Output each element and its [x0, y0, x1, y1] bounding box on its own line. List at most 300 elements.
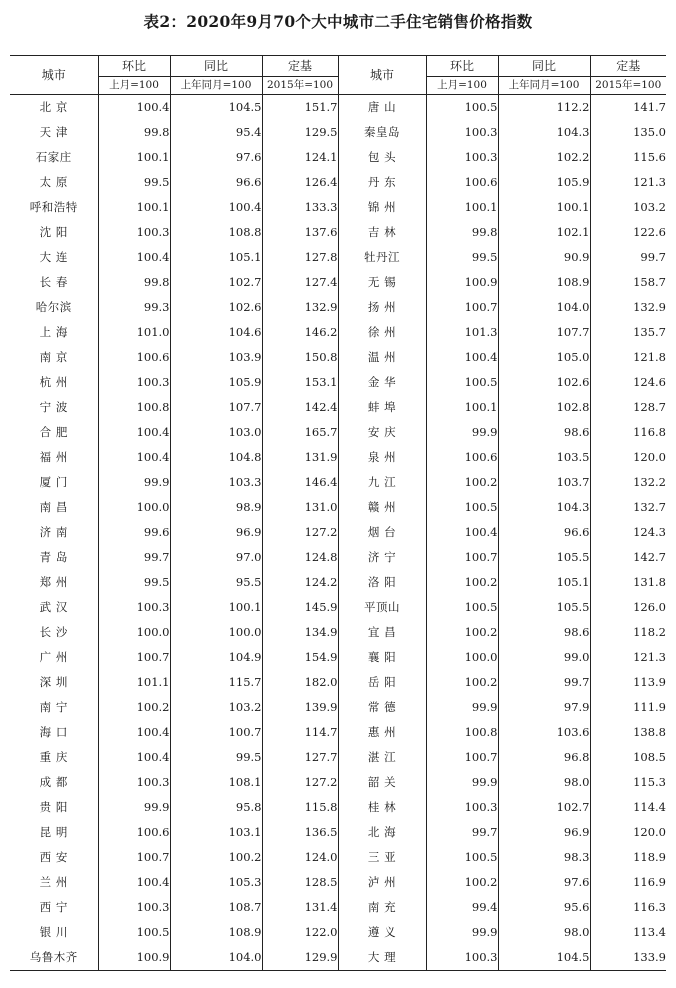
right-city-cell: 济 宁 [338, 545, 426, 570]
right-base-cell: 135.7 [590, 320, 666, 345]
right-yoy-cell: 102.8 [498, 395, 590, 420]
left-base-cell: 151.7 [262, 95, 338, 121]
left-city-cell: 福 州 [39, 450, 68, 464]
subheader-mom-right: 上月=100 [426, 77, 498, 95]
right-yoy-cell: 98.6 [498, 420, 590, 445]
right-mom-cell: 99.7 [426, 820, 498, 845]
left-yoy-cell: 103.0 [170, 420, 262, 445]
header-base-right: 定基 [590, 56, 666, 77]
right-base-cell: 138.8 [590, 720, 666, 745]
right-yoy-cell: 99.0 [498, 645, 590, 670]
left-mom-cell: 100.4 [98, 420, 170, 445]
right-yoy-cell: 105.5 [498, 595, 590, 620]
left-mom-cell: 101.1 [98, 670, 170, 695]
right-yoy-cell: 112.2 [498, 95, 590, 121]
right-yoy-cell: 98.0 [498, 770, 590, 795]
right-yoy-cell: 96.8 [498, 745, 590, 770]
left-city-cell: 北 京 [39, 100, 68, 114]
left-mom-cell: 99.8 [98, 270, 170, 295]
header-yoy-right: 同比 [498, 56, 590, 77]
right-base-cell: 121.8 [590, 345, 666, 370]
right-yoy-cell: 104.5 [498, 945, 590, 971]
right-base-cell: 99.7 [590, 245, 666, 270]
table-row [10, 720, 666, 745]
left-mom-cell: 99.9 [98, 795, 170, 820]
right-base-cell: 126.0 [590, 595, 666, 620]
right-base-cell: 103.2 [590, 195, 666, 220]
left-mom-cell: 100.0 [98, 495, 170, 520]
left-city-cell: 成 都 [39, 775, 68, 789]
left-city-cell: 沈 阳 [39, 225, 68, 239]
left-city-cell: 太 原 [39, 175, 68, 189]
left-mom-cell: 100.4 [98, 445, 170, 470]
left-base-cell: 142.4 [262, 395, 338, 420]
right-base-cell: 122.6 [590, 220, 666, 245]
table-row [10, 345, 666, 370]
left-yoy-cell: 97.0 [170, 545, 262, 570]
left-yoy-cell: 104.0 [170, 945, 262, 971]
left-yoy-cell: 100.0 [170, 620, 262, 645]
right-yoy-cell: 103.5 [498, 445, 590, 470]
left-base-cell: 132.9 [262, 295, 338, 320]
left-mom-cell: 99.5 [98, 570, 170, 595]
table-row [10, 945, 666, 971]
left-base-cell: 145.9 [262, 595, 338, 620]
right-base-cell: 113.9 [590, 670, 666, 695]
table-row [10, 370, 666, 395]
table-row [10, 320, 666, 345]
subheader-base-right: 2015年=100 [590, 77, 666, 95]
left-city-cell: 长 春 [39, 275, 68, 289]
right-mom-cell: 100.9 [426, 270, 498, 295]
right-mom-cell: 100.2 [426, 570, 498, 595]
left-yoy-cell: 100.4 [170, 195, 262, 220]
right-city-cell: 平顶山 [338, 595, 426, 620]
right-base-cell: 142.7 [590, 545, 666, 570]
right-mom-cell: 100.6 [426, 445, 498, 470]
right-yoy-cell: 105.1 [498, 570, 590, 595]
left-yoy-cell: 95.4 [170, 120, 262, 145]
right-yoy-cell: 104.0 [498, 295, 590, 320]
left-base-cell: 136.5 [262, 820, 338, 845]
left-city-cell: 厦 门 [39, 475, 68, 489]
right-base-cell: 131.8 [590, 570, 666, 595]
right-city-cell: 九 江 [338, 470, 426, 495]
right-mom-cell: 99.9 [426, 420, 498, 445]
left-base-cell: 122.0 [262, 920, 338, 945]
table-row [10, 620, 666, 645]
right-city-cell: 遵 义 [338, 920, 426, 945]
table-body [10, 95, 666, 971]
right-city-cell: 桂 林 [338, 795, 426, 820]
table-row [10, 595, 666, 620]
left-yoy-cell: 98.9 [170, 495, 262, 520]
right-base-cell: 120.0 [590, 820, 666, 845]
left-city-cell: 深 圳 [39, 675, 68, 689]
left-yoy-cell: 102.6 [170, 295, 262, 320]
right-yoy-cell: 98.6 [498, 620, 590, 645]
right-mom-cell: 100.6 [426, 170, 498, 195]
right-mom-cell: 99.4 [426, 895, 498, 920]
right-yoy-cell: 102.7 [498, 795, 590, 820]
left-base-cell: 153.1 [262, 370, 338, 395]
table-row [10, 445, 666, 470]
left-mom-cell: 99.5 [98, 170, 170, 195]
right-mom-cell: 100.7 [426, 295, 498, 320]
right-yoy-cell: 96.9 [498, 820, 590, 845]
right-mom-cell: 100.3 [426, 120, 498, 145]
left-mom-cell: 100.9 [98, 945, 170, 971]
right-base-cell: 121.3 [590, 170, 666, 195]
header-base-left: 定基 [262, 56, 338, 77]
subheader-mom-left: 上月=100 [98, 77, 170, 95]
left-mom-cell: 100.4 [98, 95, 170, 121]
right-mom-cell: 99.8 [426, 220, 498, 245]
right-city-cell: 徐 州 [338, 320, 426, 345]
right-yoy-cell: 102.2 [498, 145, 590, 170]
right-city-cell: 三 亚 [338, 845, 426, 870]
left-mom-cell: 100.3 [98, 595, 170, 620]
left-mom-cell: 100.6 [98, 820, 170, 845]
left-mom-cell: 100.3 [98, 220, 170, 245]
right-yoy-cell: 105.5 [498, 545, 590, 570]
right-mom-cell: 100.7 [426, 745, 498, 770]
left-mom-cell: 100.1 [98, 145, 170, 170]
left-mom-cell: 101.0 [98, 320, 170, 345]
left-city-cell: 上 海 [39, 325, 68, 339]
right-city-cell: 大 理 [338, 945, 426, 971]
left-yoy-cell: 97.6 [170, 145, 262, 170]
left-mom-cell: 99.7 [98, 545, 170, 570]
table-row [10, 870, 666, 895]
right-base-cell: 108.5 [590, 745, 666, 770]
left-mom-cell: 100.3 [98, 370, 170, 395]
right-mom-cell: 100.3 [426, 945, 498, 971]
left-city-cell: 济 南 [39, 525, 68, 539]
left-city-cell: 银 川 [39, 925, 68, 939]
left-yoy-cell: 95.5 [170, 570, 262, 595]
left-city-cell: 广 州 [39, 650, 68, 664]
left-base-cell: 127.2 [262, 770, 338, 795]
table-row [10, 170, 666, 195]
table-row [10, 745, 666, 770]
right-yoy-cell: 104.3 [498, 495, 590, 520]
left-base-cell: 126.4 [262, 170, 338, 195]
left-base-cell: 182.0 [262, 670, 338, 695]
right-yoy-cell: 102.1 [498, 220, 590, 245]
left-base-cell: 154.9 [262, 645, 338, 670]
right-city-cell: 烟 台 [338, 520, 426, 545]
left-mom-cell: 100.0 [98, 620, 170, 645]
header-mom-left: 环比 [98, 56, 170, 77]
table-row [10, 420, 666, 445]
right-city-cell: 赣 州 [338, 495, 426, 520]
left-mom-cell: 99.3 [98, 295, 170, 320]
left-base-cell: 115.8 [262, 795, 338, 820]
right-base-cell: 124.6 [590, 370, 666, 395]
right-city-cell: 牡丹江 [338, 245, 426, 270]
right-base-cell: 114.4 [590, 795, 666, 820]
left-mom-cell: 100.4 [98, 745, 170, 770]
right-city-cell: 温 州 [338, 345, 426, 370]
left-yoy-cell: 100.2 [170, 845, 262, 870]
left-city-cell: 重 庆 [39, 750, 68, 764]
right-base-cell: 115.3 [590, 770, 666, 795]
subheader-base-left: 2015年=100 [262, 77, 338, 95]
right-city-cell: 安 庆 [338, 420, 426, 445]
right-mom-cell: 100.2 [426, 870, 498, 895]
right-city-cell: 常 德 [338, 695, 426, 720]
right-base-cell: 132.9 [590, 295, 666, 320]
header-yoy-left: 同比 [170, 56, 262, 77]
left-yoy-cell: 100.1 [170, 595, 262, 620]
right-mom-cell: 100.4 [426, 345, 498, 370]
table-row [10, 495, 666, 520]
right-city-cell: 无 锡 [338, 270, 426, 295]
right-city-cell: 泉 州 [338, 445, 426, 470]
left-base-cell: 128.5 [262, 870, 338, 895]
right-mom-cell: 100.2 [426, 620, 498, 645]
right-base-cell: 111.9 [590, 695, 666, 720]
left-city-cell: 南 昌 [39, 500, 68, 514]
right-city-cell: 丹 东 [338, 170, 426, 195]
table-row [10, 295, 666, 320]
right-base-cell: 132.7 [590, 495, 666, 520]
left-mom-cell: 100.3 [98, 770, 170, 795]
right-city-cell: 唐 山 [338, 95, 426, 121]
right-city-cell: 湛 江 [338, 745, 426, 770]
subheader-yoy-left: 上年同月=100 [170, 77, 262, 95]
left-base-cell: 114.7 [262, 720, 338, 745]
right-city-cell: 洛 阳 [338, 570, 426, 595]
left-base-cell: 129.9 [262, 945, 338, 971]
left-yoy-cell: 108.7 [170, 895, 262, 920]
left-city-cell: 石家庄 [35, 150, 72, 164]
left-city-cell: 长 沙 [39, 625, 68, 639]
left-mom-cell: 100.1 [98, 195, 170, 220]
right-base-cell: 124.3 [590, 520, 666, 545]
right-base-cell: 116.8 [590, 420, 666, 445]
right-mom-cell: 100.1 [426, 195, 498, 220]
left-base-cell: 139.9 [262, 695, 338, 720]
right-base-cell: 133.9 [590, 945, 666, 971]
right-mom-cell: 100.1 [426, 395, 498, 420]
left-base-cell: 127.4 [262, 270, 338, 295]
left-mom-cell: 100.7 [98, 845, 170, 870]
right-yoy-cell: 107.7 [498, 320, 590, 345]
left-yoy-cell: 102.7 [170, 270, 262, 295]
table-row [10, 645, 666, 670]
left-yoy-cell: 104.8 [170, 445, 262, 470]
right-city-cell: 宜 昌 [338, 620, 426, 645]
right-yoy-cell: 100.1 [498, 195, 590, 220]
left-base-cell: 124.0 [262, 845, 338, 870]
left-base-cell: 131.4 [262, 895, 338, 920]
table-row [10, 820, 666, 845]
header-mom-right: 环比 [426, 56, 498, 77]
left-base-cell: 150.8 [262, 345, 338, 370]
left-city-cell: 合 肥 [39, 425, 68, 439]
left-base-cell: 133.3 [262, 195, 338, 220]
left-yoy-cell: 104.6 [170, 320, 262, 345]
left-base-cell: 124.8 [262, 545, 338, 570]
left-yoy-cell: 99.5 [170, 745, 262, 770]
left-base-cell: 124.1 [262, 145, 338, 170]
left-mom-cell: 100.4 [98, 870, 170, 895]
left-base-cell: 165.7 [262, 420, 338, 445]
left-yoy-cell: 104.5 [170, 95, 262, 121]
right-yoy-cell: 95.6 [498, 895, 590, 920]
right-yoy-cell: 98.3 [498, 845, 590, 870]
right-base-cell: 158.7 [590, 270, 666, 295]
left-yoy-cell: 96.6 [170, 170, 262, 195]
left-city-cell: 贵 阳 [39, 800, 68, 814]
right-mom-cell: 100.3 [426, 145, 498, 170]
left-yoy-cell: 108.8 [170, 220, 262, 245]
left-city-cell: 武 汉 [39, 600, 68, 614]
right-base-cell: 113.4 [590, 920, 666, 945]
right-yoy-cell: 108.9 [498, 270, 590, 295]
right-yoy-cell: 90.9 [498, 245, 590, 270]
left-city-cell: 青 岛 [39, 550, 68, 564]
right-base-cell: 121.3 [590, 645, 666, 670]
table-row [10, 220, 666, 245]
right-yoy-cell: 105.0 [498, 345, 590, 370]
header-city-left: 城市 [10, 56, 98, 95]
subheader-yoy-right: 上年同月=100 [498, 77, 590, 95]
right-base-cell: 141.7 [590, 95, 666, 121]
right-yoy-cell: 104.3 [498, 120, 590, 145]
right-mom-cell: 99.5 [426, 245, 498, 270]
right-yoy-cell: 98.0 [498, 920, 590, 945]
right-mom-cell: 101.3 [426, 320, 498, 345]
left-city-cell: 天 津 [39, 125, 68, 139]
left-yoy-cell: 103.1 [170, 820, 262, 845]
right-yoy-cell: 105.9 [498, 170, 590, 195]
right-mom-cell: 99.9 [426, 920, 498, 945]
left-mom-cell: 100.6 [98, 345, 170, 370]
left-city-cell: 杭 州 [39, 375, 68, 389]
right-mom-cell: 100.8 [426, 720, 498, 745]
left-yoy-cell: 96.9 [170, 520, 262, 545]
right-mom-cell: 100.3 [426, 795, 498, 820]
left-mom-cell: 100.7 [98, 645, 170, 670]
right-base-cell: 132.2 [590, 470, 666, 495]
right-city-cell: 秦皇岛 [338, 120, 426, 145]
right-mom-cell: 100.5 [426, 370, 498, 395]
right-base-cell: 116.9 [590, 870, 666, 895]
left-mom-cell: 100.5 [98, 920, 170, 945]
right-yoy-cell: 102.6 [498, 370, 590, 395]
table-title: 表2：2020年9月70个大中城市二手住宅销售价格指数 [143, 12, 533, 31]
right-base-cell: 118.2 [590, 620, 666, 645]
right-mom-cell: 100.5 [426, 95, 498, 121]
right-city-cell: 襄 阳 [338, 645, 426, 670]
right-mom-cell: 100.5 [426, 845, 498, 870]
left-city-cell: 宁 波 [39, 400, 68, 414]
table-row [10, 470, 666, 495]
right-yoy-cell: 97.6 [498, 870, 590, 895]
right-base-cell: 135.0 [590, 120, 666, 145]
left-base-cell: 137.6 [262, 220, 338, 245]
right-mom-cell: 100.2 [426, 670, 498, 695]
table-row [10, 395, 666, 420]
table-row [10, 145, 666, 170]
table-row [10, 670, 666, 695]
left-yoy-cell: 108.9 [170, 920, 262, 945]
right-base-cell: 116.3 [590, 895, 666, 920]
left-base-cell: 127.7 [262, 745, 338, 770]
right-city-cell: 韶 关 [338, 770, 426, 795]
left-yoy-cell: 103.3 [170, 470, 262, 495]
right-base-cell: 118.9 [590, 845, 666, 870]
left-base-cell: 129.5 [262, 120, 338, 145]
table-row [10, 270, 666, 295]
left-yoy-cell: 95.8 [170, 795, 262, 820]
table-row [10, 95, 666, 121]
left-city-cell: 南 京 [39, 350, 68, 364]
right-base-cell: 115.6 [590, 145, 666, 170]
right-mom-cell: 100.2 [426, 470, 498, 495]
right-mom-cell: 100.7 [426, 545, 498, 570]
left-yoy-cell: 108.1 [170, 770, 262, 795]
right-city-cell: 泸 州 [338, 870, 426, 895]
right-city-cell: 蚌 埠 [338, 395, 426, 420]
left-mom-cell: 99.9 [98, 470, 170, 495]
left-base-cell: 146.4 [262, 470, 338, 495]
right-city-cell: 包 头 [338, 145, 426, 170]
left-city-cell: 西 安 [39, 850, 68, 864]
left-yoy-cell: 107.7 [170, 395, 262, 420]
left-mom-cell: 100.3 [98, 895, 170, 920]
left-yoy-cell: 103.9 [170, 345, 262, 370]
right-mom-cell: 100.0 [426, 645, 498, 670]
left-city-cell: 哈尔滨 [35, 300, 72, 314]
table-row [10, 545, 666, 570]
left-yoy-cell: 115.7 [170, 670, 262, 695]
right-city-cell: 岳 阳 [338, 670, 426, 695]
left-yoy-cell: 103.2 [170, 695, 262, 720]
right-yoy-cell: 99.7 [498, 670, 590, 695]
left-mom-cell: 99.8 [98, 120, 170, 145]
right-city-cell: 锦 州 [338, 195, 426, 220]
right-mom-cell: 100.4 [426, 520, 498, 545]
right-city-cell: 惠 州 [338, 720, 426, 745]
table-row [10, 245, 666, 270]
left-city-cell: 呼和浩特 [29, 200, 78, 214]
right-mom-cell: 99.9 [426, 770, 498, 795]
left-city-cell: 西 宁 [39, 900, 68, 914]
table-row [10, 570, 666, 595]
left-base-cell: 131.9 [262, 445, 338, 470]
right-city-cell: 北 海 [338, 820, 426, 845]
right-yoy-cell: 96.6 [498, 520, 590, 545]
table-row [10, 520, 666, 545]
right-city-cell: 金 华 [338, 370, 426, 395]
right-yoy-cell: 103.6 [498, 720, 590, 745]
left-mom-cell: 100.2 [98, 695, 170, 720]
left-base-cell: 124.2 [262, 570, 338, 595]
left-yoy-cell: 104.9 [170, 645, 262, 670]
left-city-cell: 昆 明 [39, 825, 68, 839]
right-mom-cell: 99.9 [426, 695, 498, 720]
left-yoy-cell: 105.9 [170, 370, 262, 395]
left-city-cell: 大 连 [39, 250, 68, 264]
right-base-cell: 120.0 [590, 445, 666, 470]
price-index-table [10, 55, 666, 971]
right-base-cell: 128.7 [590, 395, 666, 420]
table-row [10, 120, 666, 145]
